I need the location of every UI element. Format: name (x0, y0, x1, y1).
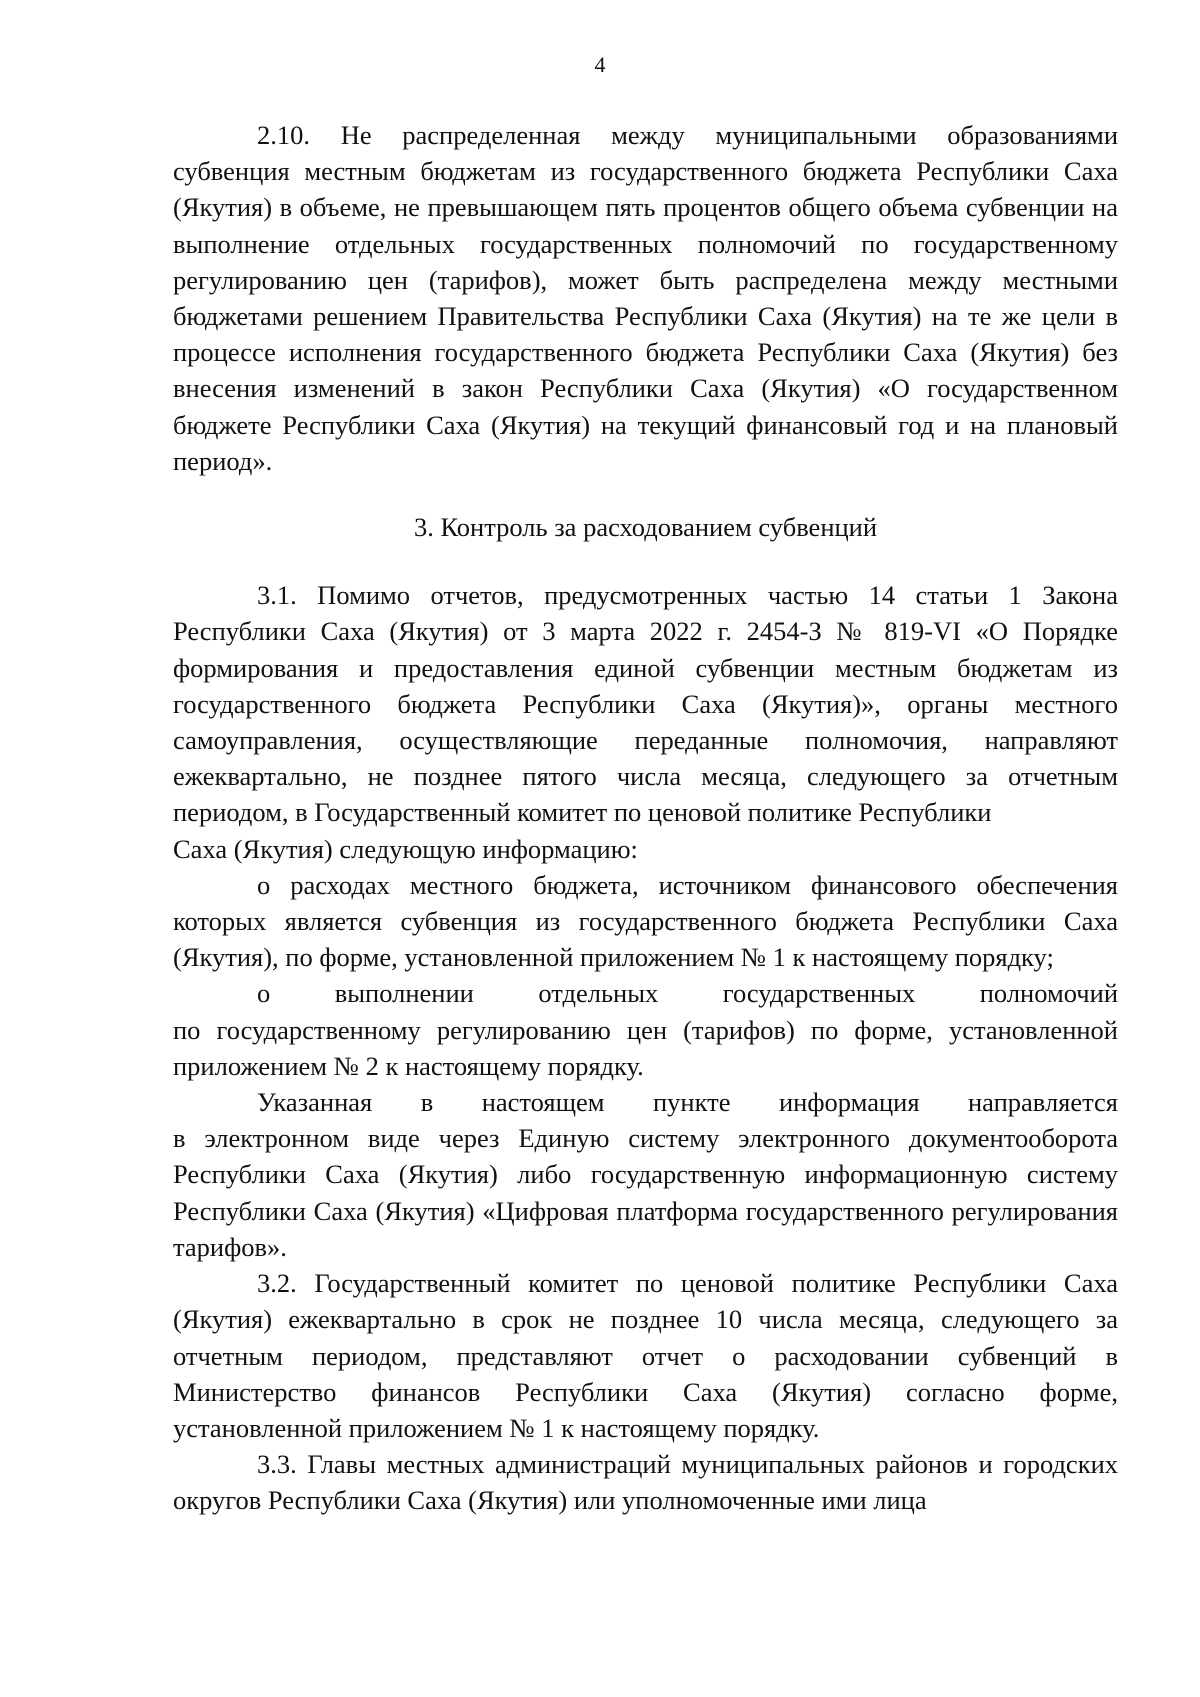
document-body (173, 117, 1118, 1519)
paragraph-3-1 (173, 577, 1118, 830)
list-item-expenses: о расходах местного бюджета, источником финансового обеспечения которых является субвенция из государственного бюджета Республики Саха (Якутия), по форме, установленной приложением № 1 к настоящему порядку; (173, 869, 1118, 973)
list-item-powers (173, 975, 1118, 1011)
paragraph-info-delivery-line1: Указанная в настоящем пункте информация направляется (257, 1087, 1118, 1118)
page-number: 4 (594, 52, 606, 77)
paragraph-2-10: 2.10. Не распределенная между муниципальными образованиями субвенция местным бюджетам из государственного бюджета Республики Саха (Якутия) в объеме, не превышающем пять процентов общего объема субвенции на выполнение отдельных государственных полномочий по государственному регулированию цен (тарифов), может быть распределена между местными бюджетами решением Правительства Республики Саха (Якутия) на те же цели в процессе исполнения государственного бюджета Республики Саха (Якутия) без внесения изменений в закон Республики Саха (Якутия) «О государственном бюджете Республики Саха (Якутия) на текущий финансовый год и на плановый период». (173, 120, 1118, 476)
section-3-heading: 3. Контроль за расходованием субвенций (413, 512, 878, 543)
paragraph-info-delivery (173, 1084, 1118, 1120)
paragraph-info-delivery-rest: в электронном виде через Единую систему электронного документооборота Республики Саха (Якутия) либо государственную информационную систему Республики Саха (Якутия) «Цифровая платформа государственного регулирования тарифов». (173, 1123, 1118, 1262)
paragraph-3-1-text: 3.1. Помимо отчетов, предусмотренных частью 14 статьи 1 Закона Республики Саха (Якутия) от 3 марта 2022 г. 2454-З № 819-VI «О Порядке формирования и предоставления единой субвенции местным бюджетам из государственного бюджета Республики Саха (Якутия)», органы местного самоуправления, осуществляющие переданные полномочия, направляют ежеквартально, не позднее пятого числа месяца, следующего за отчетным периодом, в Государственный комитет по ценовой политике Республики (173, 580, 1118, 828)
paragraph-3-1-tail: Саха (Якутия) следующую информацию: (173, 833, 638, 864)
paragraph-3-3: 3.3. Главы местных администраций муниципальных районов и городских округов Республики Саха (Якутия) или уполномоченные ими лица (173, 1449, 1118, 1516)
list-item-powers-rest: по государственному регулированию цен (тарифов) по форме, установленной приложением № 2 к настоящему порядку. (173, 1014, 1118, 1081)
list-item-powers-line1: о выполнении отдельных государственных полномочий (257, 978, 1118, 1009)
paragraph-3-2: 3.2. Государственный комитет по ценовой политике Республики Саха (Якутия) ежеквартально в срок не позднее 10 числа месяца, следующего за отчетным периодом, представляют отчет о расходовании субвенций в Министерство финансов Республики Саха (Якутия) согласно форме, установленной приложением № 1 к настоящему порядку. (173, 1268, 1118, 1443)
